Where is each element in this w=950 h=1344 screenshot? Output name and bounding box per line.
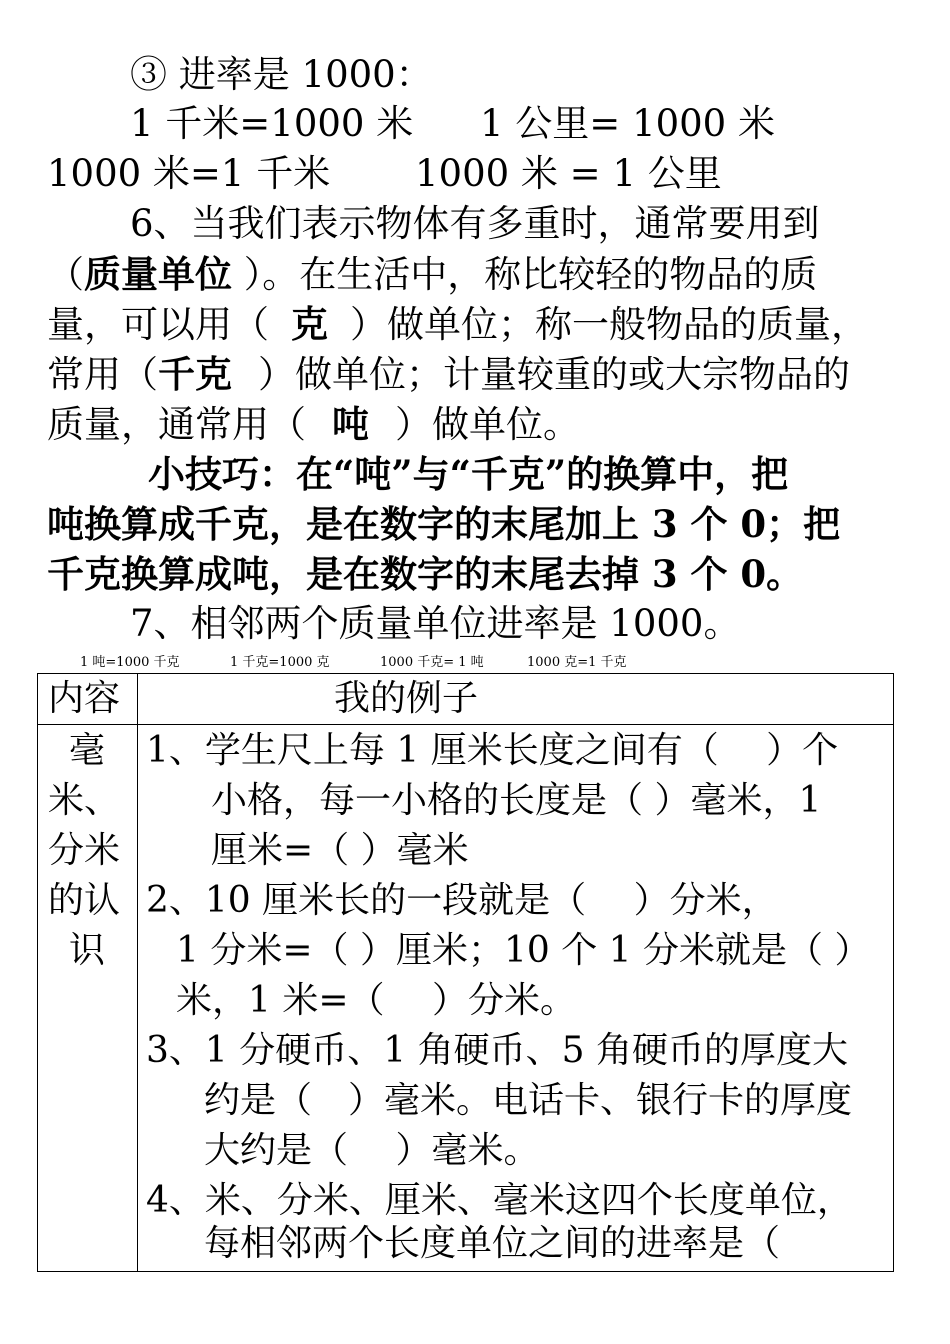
para-6-line-3: [47, 299, 868, 350]
table-column-divider: [137, 674, 138, 1271]
small-note-2: 1 千克=1000 克: [230, 655, 330, 670]
example-line-3: 厘米=（ ）毫米: [211, 830, 469, 871]
example-line-11: 每相邻两个长度单位之间的进率是（: [204, 1223, 781, 1264]
para-6-line-1: 6、当我们表示物体有多重时，通常要用到: [130, 202, 820, 245]
answer-gram: 克: [291, 302, 328, 346]
answer-ton: 吨: [332, 402, 369, 446]
para-6-line-4: [47, 349, 850, 400]
line-m-to-gongli: 1000 米 = 1 公里: [415, 152, 722, 195]
example-line-5: 1 分米=（ ）厘米；10 个 1 分米就是（ ）: [176, 930, 871, 971]
para-6-line-3-rest: ）做单位；称一般物品的质量，: [350, 303, 868, 346]
examples-table: [37, 673, 894, 1272]
line-gongli-to-m: 1 公里= 1000 米: [480, 102, 775, 145]
para-6-line-5: [47, 399, 580, 450]
example-line-8: 约是（ ）毫米。电话卡、银行卡的厚度: [204, 1080, 853, 1121]
tip-line-2: 吨换算成千克，是在数字的末尾加上 3 个 0；把: [47, 502, 841, 546]
table-header-content: 内容: [48, 678, 121, 719]
example-line-10: 4、米、分米、厘米、毫米这四个长度单位，: [146, 1180, 853, 1221]
para-6-line-2: [47, 249, 817, 300]
row-label-line-3: 分米: [48, 830, 121, 871]
table-header-examples: 我的例子: [334, 678, 479, 719]
para-6-line-5-pre: 质量，通常用（: [47, 403, 306, 446]
example-line-7: 3、1 分硬币、1 角硬币、5 角硬币的厚度大: [146, 1030, 848, 1071]
para-6-line-5-rest: ）做单位。: [395, 403, 580, 446]
para-6-line-4-rest: ）做单位；计量较重的或大宗物品的: [258, 353, 850, 396]
para-6-line-4-pre: 常用（: [47, 353, 158, 396]
line-conversion-rate: ③ 进率是 1000：: [130, 53, 433, 96]
para-6-line-3-pre: 量，可以用（: [47, 303, 269, 346]
para-7: 7、相邻两个质量单位进率是 1000。: [130, 602, 741, 645]
tip-line-3: 千克换算成吨，是在数字的末尾去掉 3 个 0。: [47, 552, 804, 596]
example-line-9: 大约是（ ）毫米。: [204, 1130, 540, 1171]
small-note-1: 1 吨=1000 千克: [80, 655, 180, 670]
paren-open: （: [47, 253, 84, 296]
row-label-line-4: 的认: [48, 880, 121, 921]
small-note-4: 1000 克=1 千克: [527, 655, 627, 670]
example-line-2: 小格，每一小格的长度是（ ）毫米，1: [211, 780, 822, 821]
row-label-line-1: 毫: [69, 730, 106, 771]
example-line-4: 2、10 厘米长的一段就是（ ）分米，: [146, 880, 778, 921]
row-label-line-5: 识: [69, 930, 106, 971]
answer-mass-unit: 质量单位: [84, 252, 232, 296]
example-line-1: 1、学生尺上每 1 厘米长度之间有（ ）个: [146, 730, 839, 771]
answer-kilogram: 千克: [158, 352, 232, 396]
line-km-to-m: 1 千米=1000 米: [130, 102, 414, 145]
table-header-divider: [38, 724, 893, 725]
line-m-to-km: 1000 米=1 千米: [47, 152, 331, 195]
small-note-3: 1000 千克= 1 吨: [380, 655, 484, 670]
example-line-6: 米，1 米=（ ）分米。: [176, 980, 576, 1021]
para-6-line-2-rest: ）。在生活中，称比较轻的物品的质: [232, 253, 818, 296]
row-label-line-2: 米、: [48, 780, 121, 821]
tip-line-1: 小技巧：在“吨”与“千克”的换算中，把: [148, 452, 789, 496]
